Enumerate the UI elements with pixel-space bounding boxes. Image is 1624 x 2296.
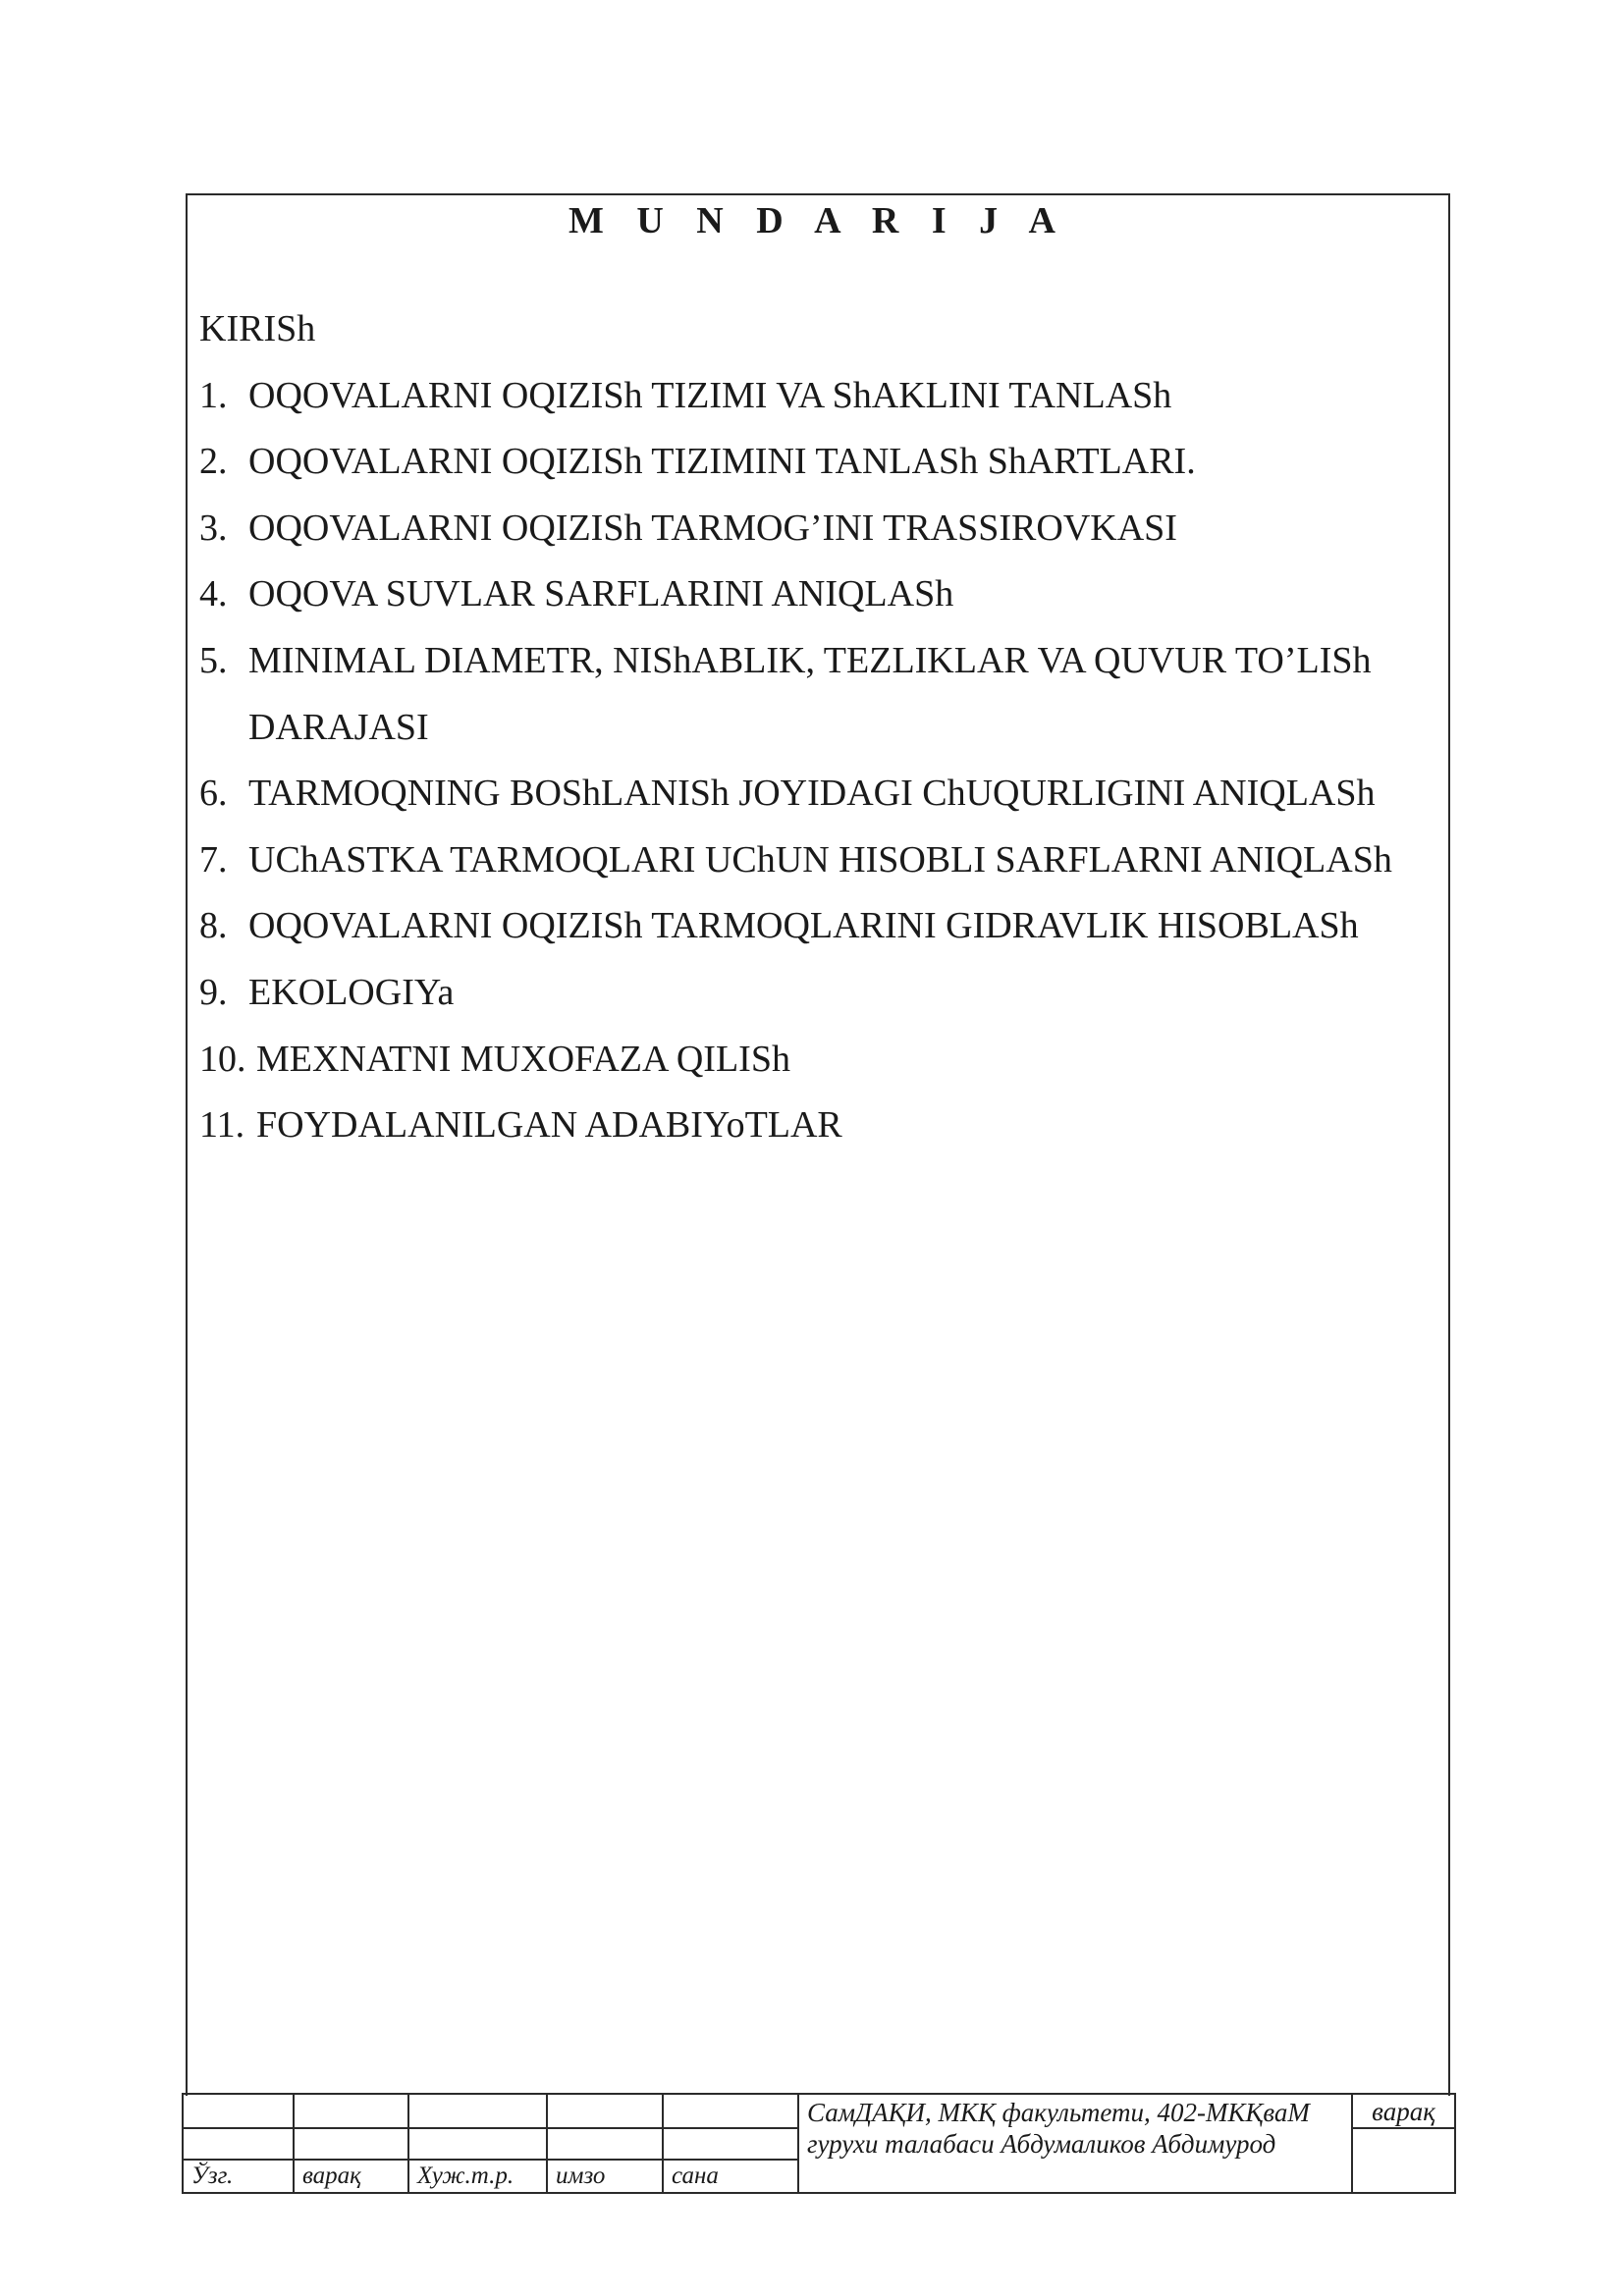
toc-item-11[interactable] — [199, 1093, 1438, 1159]
toc-item-5[interactable] — [199, 628, 1438, 695]
toc-item-text: OQOVALARNI OQIZISh TIZIMI VA ShAKLINI TANLASh — [248, 374, 1172, 416]
stamp-cell — [663, 2094, 798, 2128]
toc-item-7[interactable] — [199, 828, 1438, 894]
toc-item-number: 4. — [199, 573, 228, 615]
stamp-cell — [294, 2094, 408, 2128]
toc-item-number: 9. — [199, 971, 228, 1013]
toc-item-text: OQOVALARNI OQIZISh TIZIMINI TANLASh ShARTLARI. — [248, 441, 1196, 483]
toc-item-10[interactable] — [199, 1027, 1438, 1094]
stamp-col-imzo: имзо — [547, 2160, 663, 2193]
toc-item-number: 1. — [199, 374, 228, 416]
title-block-stamp — [182, 2093, 1456, 2194]
toc-item-number: 11. — [199, 1104, 245, 1147]
toc-item-9[interactable] — [199, 960, 1438, 1027]
toc-item-text: MEXNATNI MUXOFAZA QILISh — [256, 1038, 790, 1080]
page-frame — [186, 193, 1450, 2096]
stamp-description: СамДАҚИ, МКҚ факультети, 402-МКҚваМ гурухи талабаси Абдумаликов Абдимурод — [798, 2094, 1352, 2193]
toc-item-number: 5. — [199, 639, 228, 681]
stamp-col-sana: сана — [663, 2160, 798, 2193]
stamp-cell — [183, 2128, 294, 2160]
toc-item-text: TARMOQNING BOShLANISh JOYIDAGI ChUQURLIGINI ANIQLASh — [248, 773, 1376, 815]
toc-item-4[interactable] — [199, 561, 1438, 628]
toc-item-8[interactable] — [199, 893, 1438, 960]
stamp-cell — [547, 2128, 663, 2160]
stamp-col-hujjat: Хуж.т.р. — [408, 2160, 547, 2193]
stamp-cell — [547, 2094, 663, 2128]
table-of-contents — [199, 296, 1438, 1159]
toc-item-number: 8. — [199, 905, 228, 947]
toc-item-2[interactable] — [199, 429, 1438, 496]
stamp-cell — [663, 2128, 798, 2160]
toc-item-text: OQOVA SUVLAR SARFLARINI ANIQLASh — [248, 573, 954, 615]
toc-item-text: UChASTKA TARMOQLARI UChUN HISOBLI SARFLARNI ANIQLASh — [248, 838, 1392, 881]
toc-item-text: EKOLOGIYa — [248, 971, 455, 1013]
toc-item-text: FOYDALANILGAN ADABIYoTLAR — [256, 1104, 842, 1147]
toc-item-text: OQOVALARNI OQIZISh TARMOQLARINI GIDRAVLIK HISOBLASh — [248, 905, 1359, 947]
toc-item-number: 10. — [199, 1038, 246, 1080]
toc-item-number: 3. — [199, 507, 228, 549]
stamp-page-label: варақ — [1352, 2094, 1455, 2128]
stamp-col-uzg: Ўзг. — [183, 2160, 294, 2193]
toc-item-1[interactable] — [199, 363, 1438, 430]
page-title: M U N D A R I J A — [568, 200, 1068, 241]
toc-item-text: MINIMAL DIAMETR, NIShABLIK, TEZLIKLAR VA QUVUR TO’LISh — [248, 639, 1372, 681]
toc-item-number: 2. — [199, 441, 228, 483]
toc-item-number: 6. — [199, 773, 228, 815]
toc-item-number: 7. — [199, 838, 228, 881]
toc-item-text: OQOVALARNI OQIZISh TARMOG’INI TRASSIROVKASI — [248, 507, 1177, 549]
stamp-cell — [408, 2128, 547, 2160]
stamp-cell — [408, 2094, 547, 2128]
toc-intro[interactable]: KIRISh — [199, 308, 316, 349]
toc-item-5-continuation[interactable]: DARAJASI — [248, 706, 429, 748]
stamp-col-varaq: варақ — [294, 2160, 408, 2193]
toc-item-3[interactable] — [199, 496, 1438, 562]
stamp-cell — [294, 2128, 408, 2160]
toc-item-6[interactable] — [199, 761, 1438, 828]
stamp-cell — [183, 2094, 294, 2128]
stamp-page-number — [1352, 2128, 1455, 2193]
